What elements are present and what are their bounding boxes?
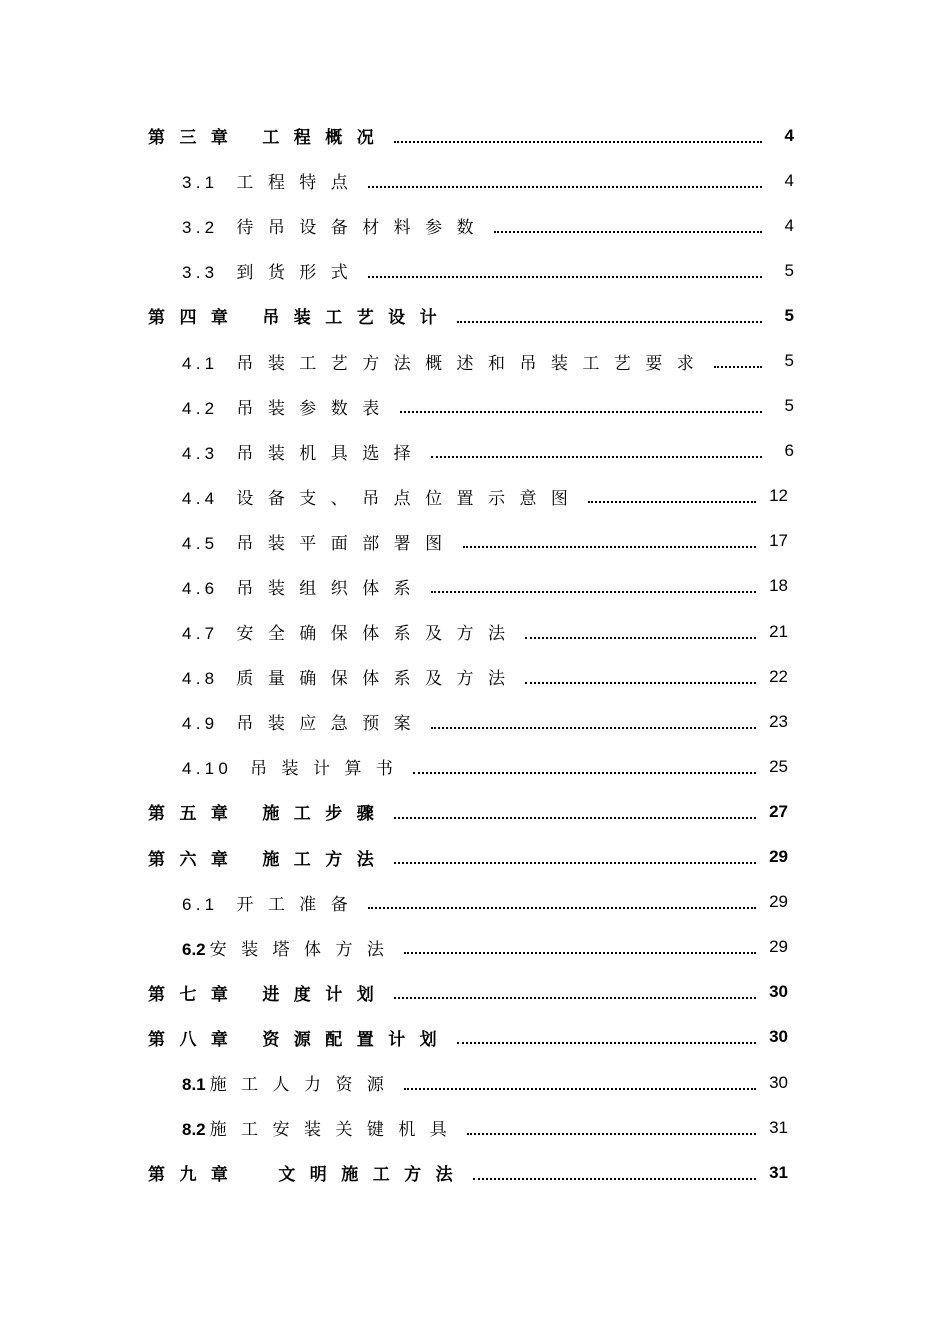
toc-entry-title: 开工准备 (236, 894, 363, 915)
toc-entry-label (182, 935, 398, 960)
toc-entry-title: 吊装平面部署图 (236, 533, 457, 554)
toc-chapter-entry[interactable] (0, 293, 950, 338)
toc-entry-label (182, 168, 362, 193)
toc-entry-label (182, 349, 708, 374)
page-number: 4 (784, 215, 794, 235)
page-number: 5 (784, 305, 794, 325)
section-number: 4.2 (182, 398, 219, 418)
page-number: 30 (769, 1072, 788, 1092)
dot-leader (525, 682, 756, 684)
dot-leader (494, 231, 762, 233)
toc-entry-title: 吊装工艺设计 (262, 308, 452, 329)
dot-leader (368, 907, 756, 909)
toc-section-entry[interactable] (0, 384, 950, 429)
toc-section-entry[interactable] (0, 519, 950, 564)
toc-entry-title: 施工方法 (262, 849, 389, 870)
page-number: 29 (769, 892, 788, 912)
toc-entry-label (182, 529, 457, 554)
toc-section-entry[interactable] (0, 1060, 950, 1105)
toc-entry-label (182, 394, 394, 419)
section-number: 3.2 (182, 218, 219, 238)
section-number: 4.8 (182, 669, 219, 689)
toc-section-entry[interactable] (0, 880, 950, 925)
chapter-number: 第九章 (148, 1165, 243, 1186)
toc-entry-label (182, 664, 519, 689)
dot-leader (394, 862, 756, 864)
toc-section-entry[interactable] (0, 654, 950, 699)
toc-entry-label (182, 213, 488, 238)
page-number: 21 (769, 621, 788, 641)
page-number: 18 (769, 576, 788, 596)
toc-entry-label (148, 123, 388, 148)
page-number: 4 (784, 125, 794, 145)
toc-entry-title: 待吊设备材料参数 (236, 218, 488, 239)
page-number: 5 (784, 351, 794, 371)
toc-section-entry[interactable] (0, 1105, 950, 1150)
toc-entry-title: 资源配置计划 (262, 1029, 452, 1050)
section-number: 3.1 (182, 173, 219, 193)
dot-leader (413, 772, 756, 774)
toc-entry-label (148, 980, 388, 1005)
section-number: 4.9 (182, 714, 219, 734)
page-number: 31 (769, 1162, 788, 1182)
toc-chapter-entry[interactable] (0, 970, 950, 1015)
chapter-number: 第三章 (148, 128, 243, 149)
toc-entry-label (182, 484, 582, 509)
page-number: 5 (784, 260, 794, 280)
toc-chapter-entry[interactable] (0, 1015, 950, 1060)
toc-section-entry[interactable] (0, 699, 950, 744)
page-number: 6 (784, 441, 794, 461)
section-number: 8.1 (182, 1075, 206, 1095)
toc-entry-label (182, 258, 362, 283)
section-number: 4.5 (182, 533, 219, 553)
toc-entry-title: 施工人力资源 (209, 1075, 399, 1096)
page-number: 5 (784, 396, 794, 416)
dot-leader (400, 411, 762, 413)
dot-leader (404, 1088, 756, 1090)
toc-entry-label (182, 890, 362, 915)
chapter-number: 第四章 (148, 308, 243, 329)
table-of-contents (0, 113, 950, 1195)
dot-leader (467, 1133, 756, 1135)
toc-chapter-entry[interactable] (0, 789, 950, 834)
toc-entry-title: 工程概况 (262, 128, 389, 149)
chapter-number: 第七章 (148, 984, 243, 1005)
toc-entry-title: 文明施工方法 (278, 1165, 468, 1186)
toc-entry-title: 吊装工艺方法概述和吊装工艺要求 (236, 353, 709, 374)
section-number: 6.2 (182, 939, 206, 959)
toc-entry-label (182, 574, 425, 599)
dot-leader (431, 727, 756, 729)
page-number: 23 (769, 711, 788, 731)
toc-section-entry[interactable] (0, 338, 950, 383)
toc-section-entry[interactable] (0, 248, 950, 293)
toc-section-entry[interactable] (0, 744, 950, 789)
toc-entry-title: 施工安装关键机具 (209, 1120, 462, 1141)
toc-section-entry[interactable] (0, 429, 950, 474)
page-number: 31 (769, 1117, 788, 1137)
dot-leader (394, 817, 756, 819)
page-number: 27 (769, 801, 788, 821)
page-number: 30 (769, 1027, 788, 1047)
page-number: 29 (769, 937, 788, 957)
toc-entry-title: 吊装组织体系 (236, 578, 426, 599)
toc-entry-label (148, 1025, 451, 1050)
dot-leader (368, 186, 762, 188)
section-number: 4.3 (182, 443, 219, 463)
toc-entry-label (148, 845, 388, 870)
chapter-number: 第五章 (148, 804, 243, 825)
section-number: 4.10 (182, 759, 233, 779)
page-number: 17 (769, 531, 788, 551)
toc-entry-label (148, 1160, 467, 1185)
toc-entry-title: 工程特点 (236, 173, 363, 194)
toc-entry-label (182, 619, 519, 644)
dot-leader (431, 456, 762, 458)
toc-section-entry[interactable] (0, 474, 950, 519)
dot-leader (394, 141, 762, 143)
toc-entry-title: 吊装计算书 (250, 759, 408, 780)
dot-leader (463, 546, 756, 548)
section-number: 4.7 (182, 624, 219, 644)
toc-section-entry[interactable] (0, 158, 950, 203)
toc-entry-label (182, 1070, 398, 1095)
toc-entry-title: 吊装参数表 (236, 398, 394, 419)
chapter-number: 第八章 (148, 1029, 243, 1050)
toc-entry-title: 质量确保体系及方法 (236, 669, 520, 690)
toc-section-entry[interactable] (0, 203, 950, 248)
toc-entry-title: 吊装机具选择 (236, 443, 426, 464)
section-number: 4.6 (182, 578, 219, 598)
toc-entry-label (182, 439, 425, 464)
toc-chapter-entry[interactable] (0, 835, 950, 880)
toc-entry-label (182, 754, 407, 779)
dot-leader (588, 501, 756, 503)
toc-chapter-entry[interactable] (0, 113, 950, 158)
dot-leader (714, 366, 762, 368)
dot-leader (525, 637, 756, 639)
page-number: 29 (769, 847, 788, 867)
toc-entry-title: 安装塔体方法 (209, 939, 399, 960)
dot-leader (457, 321, 762, 323)
toc-entry-title: 设备支、吊点位置示意图 (236, 488, 583, 509)
page-number: 22 (769, 666, 788, 686)
page-number: 25 (769, 756, 788, 776)
section-number: 3.3 (182, 263, 219, 283)
dot-leader (457, 1042, 756, 1044)
section-number: 8.2 (182, 1120, 206, 1140)
dot-leader (404, 952, 756, 954)
toc-entry-title: 安全确保体系及方法 (236, 624, 520, 645)
page-number: 30 (769, 982, 788, 1002)
section-number: 6.1 (182, 894, 219, 914)
section-number: 4.1 (182, 353, 219, 373)
toc-entry-label (182, 709, 425, 734)
page-number: 12 (769, 486, 788, 506)
toc-entry-label (148, 799, 388, 824)
toc-section-entry[interactable] (0, 925, 950, 970)
toc-entry-title: 进度计划 (262, 984, 389, 1005)
toc-entry-title: 吊装应急预案 (236, 714, 426, 735)
dot-leader (473, 1178, 756, 1180)
toc-entry-label (148, 303, 451, 328)
toc-section-entry[interactable] (0, 564, 950, 609)
toc-entry-label (182, 1115, 461, 1140)
chapter-number: 第六章 (148, 849, 243, 870)
dot-leader (394, 997, 756, 999)
section-number: 4.4 (182, 488, 219, 508)
page-number: 4 (784, 170, 794, 190)
toc-section-entry[interactable] (0, 609, 950, 654)
dot-leader (368, 276, 762, 278)
toc-chapter-entry[interactable] (0, 1150, 950, 1195)
toc-entry-title: 到货形式 (236, 263, 363, 284)
toc-entry-title: 施工步骤 (262, 804, 389, 825)
dot-leader (431, 591, 756, 593)
